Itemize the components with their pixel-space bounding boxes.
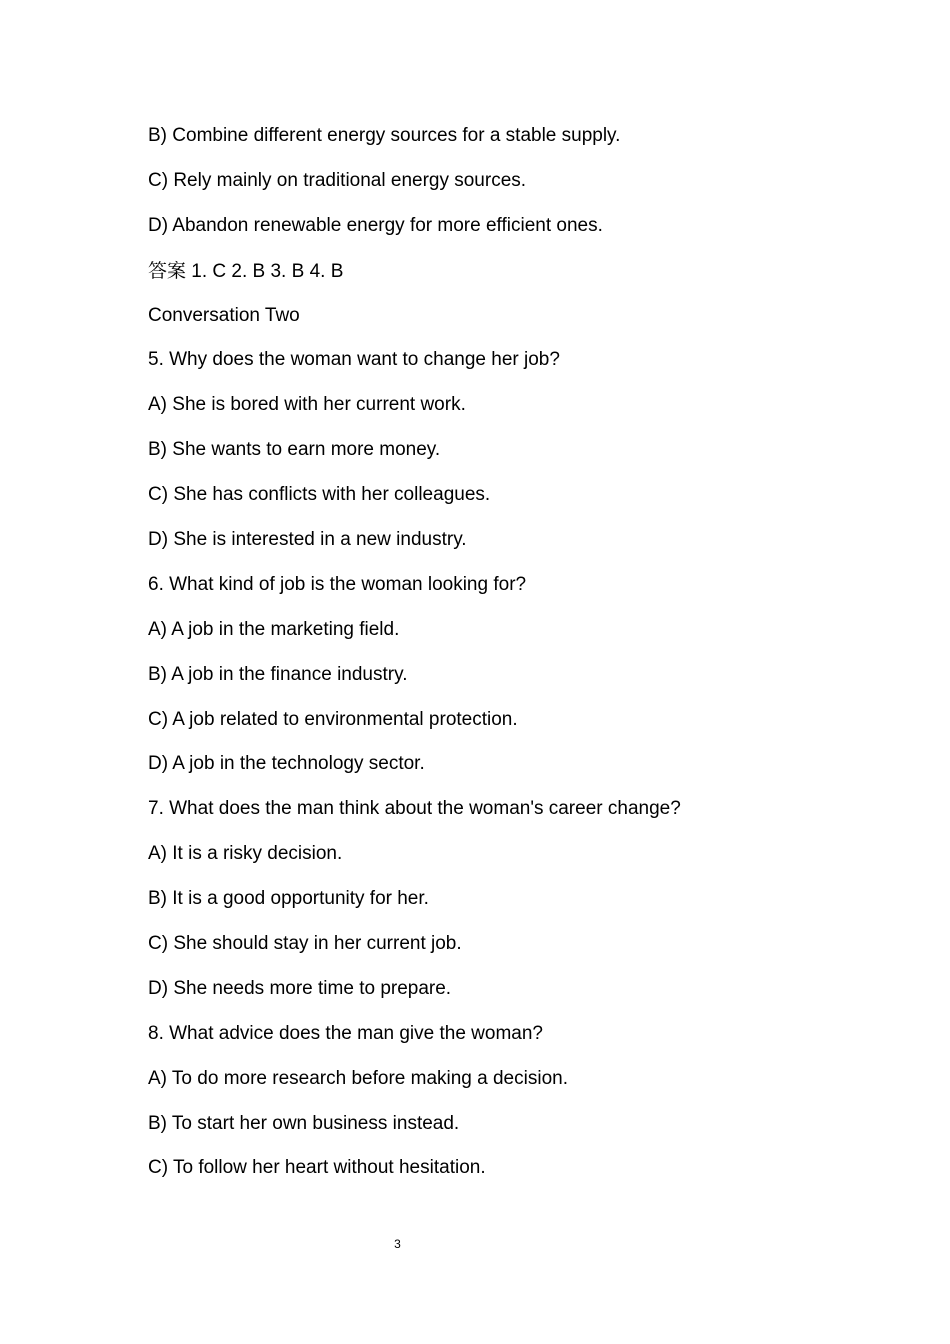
document-body: [148, 125, 848, 1202]
question-6: 6. What kind of job is the woman looking for?: [148, 573, 527, 595]
option-5a: A) She is bored with her current work.: [148, 394, 466, 416]
answer-key-text: 1. C 2. B 3. B 4. B: [186, 260, 344, 282]
option-6c: C) A job related to environmental protection.: [148, 708, 518, 730]
option-7c: C) She should stay in her current job.: [148, 933, 462, 955]
option-8a: A) To do more research before making a decision.: [148, 1067, 568, 1089]
question-5: 5. Why does the woman want to change her job?: [148, 349, 560, 371]
option-7b: B) It is a good opportunity for her.: [148, 888, 429, 910]
option-6d: D) A job in the technology sector.: [148, 753, 425, 775]
answer-key: [148, 260, 848, 282]
page-number: 3: [394, 1237, 401, 1251]
option-8b: B) To start her own business instead.: [148, 1112, 460, 1134]
question-7: 7. What does the man think about the woman's career change?: [148, 798, 681, 820]
option-5b: B) She wants to earn more money.: [148, 439, 441, 461]
option-5c: C) She has conflicts with her colleagues.: [148, 484, 491, 506]
answer-key-label: 答案: [148, 259, 187, 282]
option-4b: B) Combine different energy sources for a stable supply.: [148, 125, 621, 146]
option-8c: C) To follow her heart without hesitation.: [148, 1157, 486, 1179]
option-7d: D) She needs more time to prepare.: [148, 977, 452, 999]
option-7a: A) It is a risky decision.: [148, 843, 343, 865]
option-4d: D) Abandon renewable energy for more efficient ones.: [148, 214, 603, 236]
option-5d: D) She is interested in a new industry.: [148, 529, 467, 551]
option-4c: C) Rely mainly on traditional energy sources.: [148, 169, 527, 191]
option-6b: B) A job in the finance industry.: [148, 663, 408, 685]
question-8: 8. What advice does the man give the woman?: [148, 1022, 544, 1044]
section-title: Conversation Two: [148, 304, 300, 326]
option-6a: A) A job in the marketing field.: [148, 618, 400, 640]
